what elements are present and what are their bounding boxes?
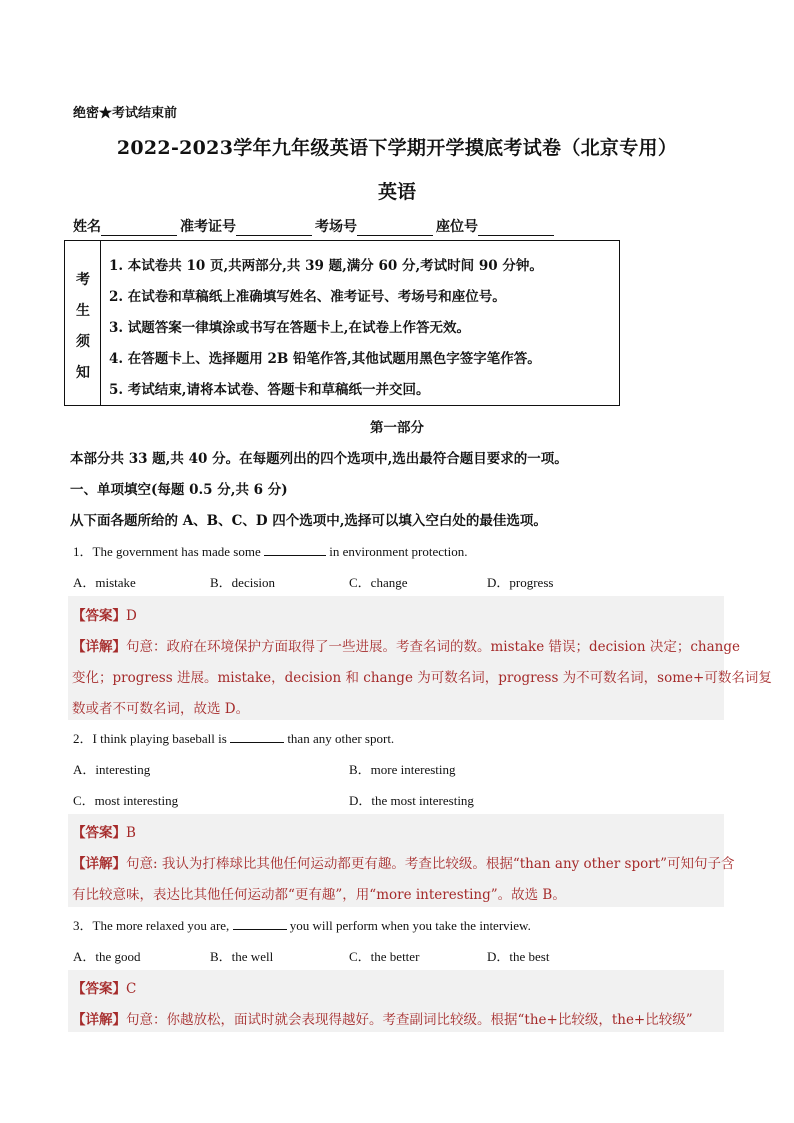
detail-text: 句意：你越放松，面试时就会表现得越好。考查副词比较级。根据“the+比较级，the+比较级” [126, 1012, 693, 1028]
name-blank [101, 220, 177, 236]
answer-blank [233, 917, 287, 930]
option-b: B．decision [210, 575, 275, 590]
section-title: 一、单项填空(每题 0.5 分,共 6 分) [70, 482, 288, 498]
answer-value: C [126, 981, 137, 997]
answer-value: D [126, 608, 137, 624]
answer-line [72, 977, 136, 997]
answer-label: 【答案】 [72, 825, 126, 841]
notice-item: 3. 试题答案一律填涂或书写在答题卡上,在试卷上作答无效。 [109, 320, 470, 336]
answer-label: 【答案】 [72, 608, 126, 624]
name-field [73, 216, 180, 236]
exam-room-label: 考场号 [315, 219, 357, 235]
subject-title: 英语 [377, 181, 416, 203]
detail-line [72, 1008, 693, 1028]
option-a: A．interesting [73, 762, 151, 777]
answer-blank [230, 730, 284, 743]
exam-room-blank [357, 220, 433, 236]
exam-title: 2022-2023学年九年级英语下学期开学摸底考试卷（北京专用） [116, 137, 678, 159]
notice-side-label [65, 241, 101, 405]
option-b: B．more interesting [349, 762, 456, 777]
notice-item: 2. 在试卷和草稿纸上准确填写姓名、准考证号、考场号和座位号。 [109, 289, 506, 305]
question-text: than any other sport. [287, 731, 395, 746]
notice-item: 1. 本试卷共 10 页,共两部分,共 39 题,满分 60 分,考试时间 90 分钟。 [109, 258, 543, 274]
answer-label: 【答案】 [72, 981, 126, 997]
option-c: C．change [349, 575, 408, 590]
exam-number-field [180, 216, 315, 236]
option-a: A．mistake [73, 575, 136, 590]
candidate-info-line [73, 216, 557, 236]
question-stem [73, 915, 531, 934]
notice-side-char: 须 [76, 334, 90, 350]
seat-number-field [436, 216, 557, 236]
notice-side-char: 考 [76, 272, 90, 288]
exam-number-label: 准考证号 [180, 219, 236, 235]
notice-item: 5. 考试结束,请将本试卷、答题卡和草稿纸一并交回。 [109, 382, 430, 398]
answer-block [68, 814, 735, 907]
question-text: you will perform when you take the interview. [289, 918, 531, 933]
answer-block [68, 970, 724, 1032]
detail-line [72, 852, 735, 872]
notice-item: 4. 在答题卡上、选择题用 2B 铅笔作答,其他试题用黑色字签字笔作答。 [109, 351, 541, 367]
question-text: 3．The more relaxed you are, [73, 918, 230, 933]
detail-line [72, 635, 740, 655]
detail-label: 【详解】 [72, 856, 126, 872]
notice-side-char: 生 [76, 303, 90, 319]
option-c: C．most interesting [73, 793, 179, 808]
detail-text: 句意：政府在环境保护方面取得了一些进展。考查名词的数。mistake 错误；decision 决定；change [126, 639, 740, 655]
question-text: 2．I think playing baseball is [73, 731, 227, 746]
option-d: D．the most interesting [349, 793, 474, 808]
exam-number-blank [236, 220, 312, 236]
answer-value: B [126, 825, 136, 841]
confidential-label: 绝密★考试结束前 [73, 106, 178, 121]
section-instruction: 从下面各题所给的 A、B、C、D 四个选项中,选择可以填入空白处的最佳选项。 [70, 513, 547, 529]
seat-number-blank [478, 220, 554, 236]
seat-number-label: 座位号 [436, 219, 478, 235]
answer-blank [264, 543, 326, 556]
exam-room-field [315, 216, 436, 236]
option-d: D．the best [487, 949, 550, 964]
part-description: 本部分共 33 题,共 40 分。在每题列出的四个选项中,选出最符合题目要求的一项。 [70, 451, 568, 467]
option-c: C．the better [349, 949, 420, 964]
question-stem [73, 728, 394, 747]
detail-line: 变化；progress 进展。mistake，decision 和 change 为可数名词，progress 为不可数名词，some+可数名词复 [72, 670, 772, 686]
option-d: D．progress [487, 575, 554, 590]
option-a: A．the good [73, 949, 141, 964]
notice-side-char: 知 [76, 365, 90, 381]
answer-line [72, 604, 137, 624]
option-b: B．the well [210, 949, 274, 964]
question-text: in environment protection. [329, 544, 468, 559]
detail-line: 有比较意味，表达比其他任何运动都“更有趣”，用“more interesting”。故选 B。 [72, 887, 566, 903]
candidate-notice-box [64, 240, 620, 406]
answer-block [68, 596, 772, 720]
question-stem [73, 541, 468, 560]
answer-line [72, 821, 136, 841]
detail-label: 【详解】 [72, 1012, 126, 1028]
name-label: 姓名 [73, 219, 101, 235]
part-title: 第一部分 [370, 420, 424, 436]
detail-line: 数或者不可数名词，故选 D。 [72, 701, 250, 717]
detail-text: 句意: 我认为打棒球比其他任何运动都更有趣。考查比较级。根据“than any other sport”可知句子含 [126, 856, 735, 872]
detail-label: 【详解】 [72, 639, 126, 655]
question-text: 1．The government has made some [73, 544, 261, 559]
